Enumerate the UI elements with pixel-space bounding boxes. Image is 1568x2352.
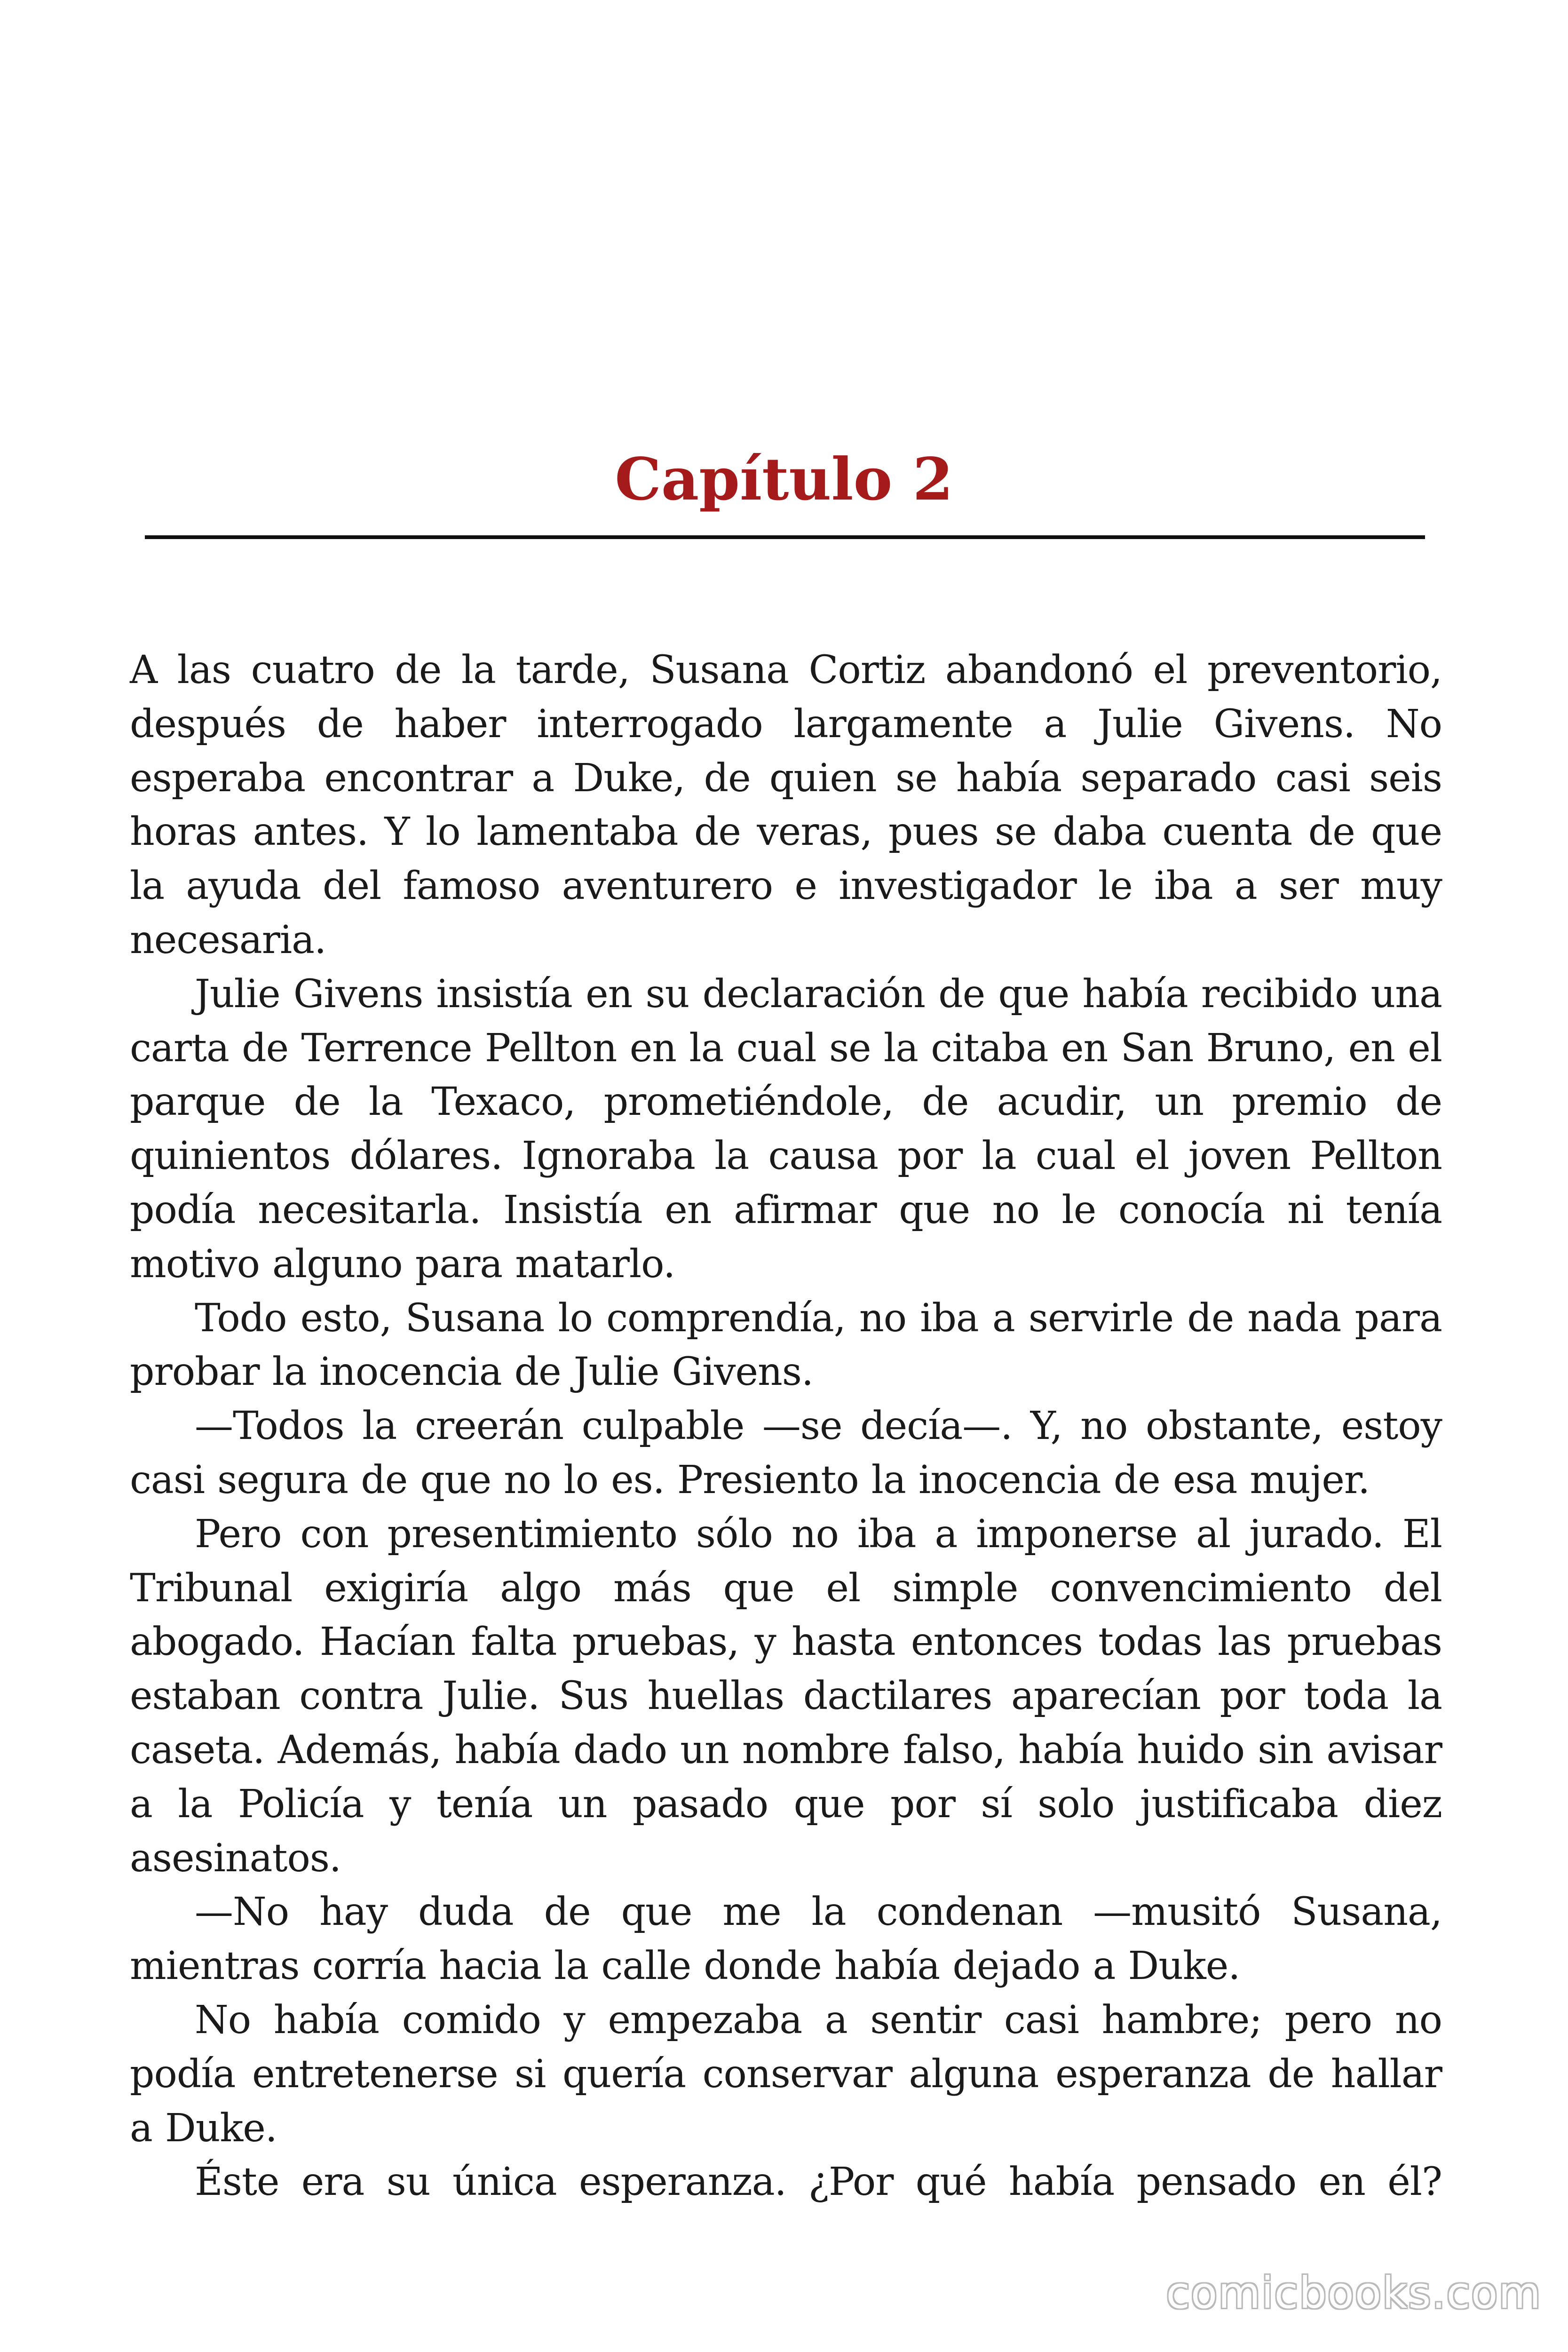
watermark: comicbooks.com <box>1166 2268 1542 2318</box>
paragraph: Todo esto, Susana lo comprendía, no iba a servirle de nada para probar la inocencia de Julie Givens. <box>130 1295 1442 1395</box>
paragraph: Éste era su única esperanza. ¿Por qué había pensado en él? <box>195 2160 1442 2205</box>
paragraph: —No hay duda de que me la condenan —musitó Susana, mientras corría hacia la calle donde había dejado a Duke. <box>130 1890 1442 1989</box>
paragraph: No había comido y empezaba a sentir casi hambre; pero no podía entretenerse si quería conservar alguna esperanza de hallar a Duke. <box>130 1997 1442 2151</box>
paragraph: Julie Givens insistía en su declaración de que había recibido una carta de Terrence Pellton en la cual se la citaba en San Bruno, en el parque de la Texaco, prometiéndole, de acudir, un premio de quinientos dólares. Ignoraba la causa por la cual el joven Pellton podía necesitarla. Insistía en afirmar que no le conocía ni tenía motivo alguno para matarlo. <box>130 971 1442 1287</box>
chapter-body <box>130 644 1442 2209</box>
paragraph: Pero con presentimiento sólo no iba a imponerse al jurado. El Tribunal exigiría algo más que el simple convencimiento del abogado. Hacían falta pruebas, y hasta entonces todas las pruebas estaban contra Julie. Sus huellas dactilares aparecían por toda la caseta. Además, había dado un nombre falso, había huido sin avisar a la Policía y tenía un pasado que por sí solo justificaba diez asesinatos. <box>130 1511 1442 1881</box>
chapter-title: Capítulo 2 <box>615 445 953 514</box>
paragraph: A las cuatro de la tarde, Susana Cortiz abandonó el preventorio, después de haber interrogado largamente a Julie Givens. No esperaba encontrar a Duke, de quien se había separado casi seis horas antes. Y lo lamentaba de veras, pues se daba cuenta de que la ayuda del famoso aventurero e investigador le iba a ser muy necesaria. <box>130 648 1442 962</box>
paragraph: —Todos la creerán culpable —se decía—. Y, no obstante, estoy casi segura de que no lo es. Presiento la inocencia de esa mujer. <box>130 1404 1442 1502</box>
title-divider <box>145 535 1425 539</box>
